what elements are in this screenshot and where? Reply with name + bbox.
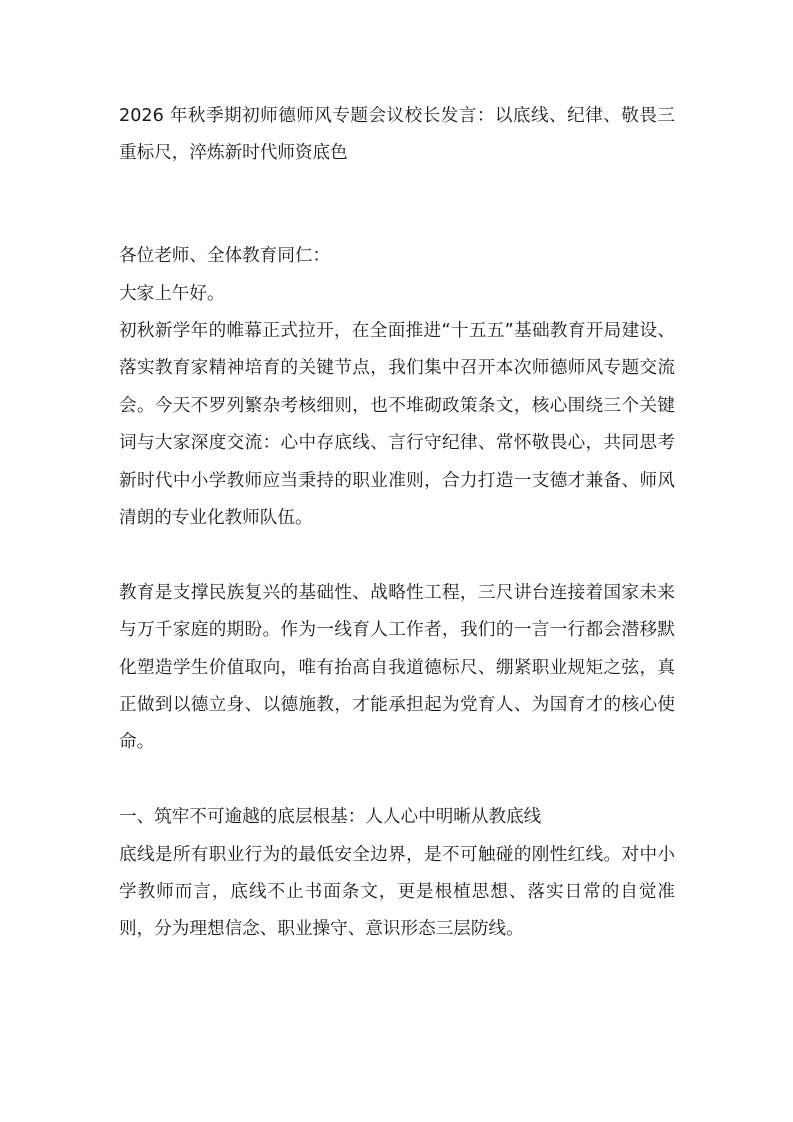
- paragraph-opening: 初秋新学年的帷幕正式拉开，在全面推进“十五五”基础教育开局建设、落实教育家精神培育的关键节点，我们集中召开本次师德师风专题交流会。今天不罗列繁杂考核细则，也不堆砌政策条文，核心围绕三个关键词与大家深度交流：心中存底线、言行守纪律、常怀敬畏心，共同思考新时代中小学教师应当秉持的职业准则，合力打造一支德才兼备、师风清朗的专业化教师队伍。: [119, 321, 675, 529]
- section-heading: 一、筑牢不可逾越的底层根基：人人心中明晰从教底线: [119, 807, 542, 828]
- document-title: 2026 年秋季期初师德师风专题会议校长发言：以底线、纪律、敬畏三重标尺，淬炼新时代师资底色: [119, 106, 675, 164]
- paragraph-education-mission: 教育是支撑民族复兴的基础性、战略性工程，三尺讲台连接着国家未来与万千家庭的期盼。作为一线育人工作者，我们的一言一行都会潜移默化塑造学生价值取向，唯有抬高自我道德标尺、绷紧职业规矩之弦，真正做到以德立身、以德施教，才能承担起为党育人、为国育才的核心使命。: [119, 582, 675, 753]
- spacer: [119, 173, 675, 201]
- paragraph-section-body: 底线是所有职业行为的最低安全边界，是不可触碰的刚性红线。对中小学教师而言，底线不止书面条文，更是根植思想、落实日常的自觉准则，分为理想信念、职业操守、意识形态三层防线。: [119, 844, 675, 940]
- document-body: [119, 98, 675, 949]
- salutation: 各位老师、全体教育同仁：: [119, 246, 331, 267]
- greeting: 大家上午好。: [119, 283, 225, 304]
- spacer: [119, 762, 675, 799]
- spacer: [119, 537, 675, 574]
- spacer: [119, 201, 675, 238]
